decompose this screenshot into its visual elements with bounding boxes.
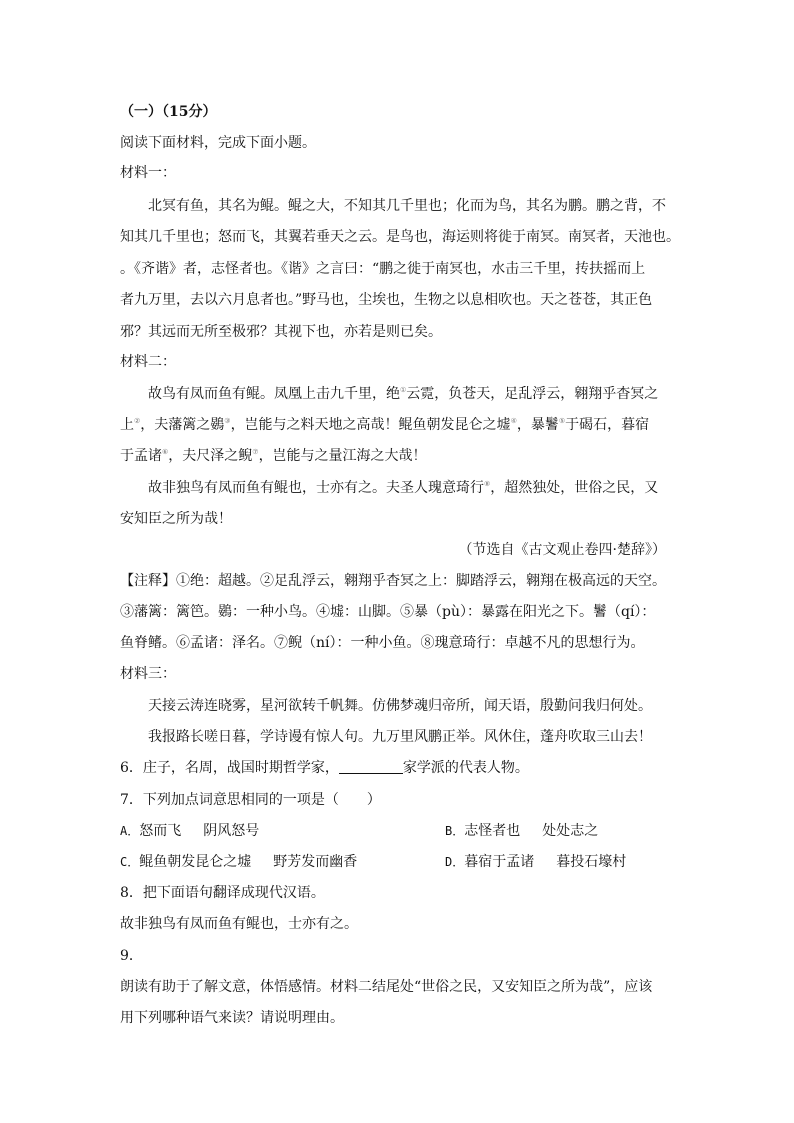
option-d[interactable]: D．暮宿于孟诸 暮投石壕村 [445,854,627,870]
footnote-marker: ① [400,386,407,394]
instruction-text: 阅读下面材料，完成下面小题。 [120,135,316,151]
annotation-line: ③藩篱：篱笆。鷃：一种小鸟。④墟：山脚。⑤暴（pù）：暴露在阳光之下。鬐（qí）： [120,604,656,620]
material-1-line: 。《齐谐》者，志怪者也。《谐》之言曰：“鹏之徙于南冥也，水击三千里，抟扶摇而上 [120,261,646,277]
footnote-marker: ⑥ [162,448,169,456]
option-c[interactable]: C．鲲鱼朝发昆仑之墟 野芳发而幽香 [120,854,358,870]
footnote-marker: ② [134,417,141,425]
source-citation: （节选自《古文观止卷四·楚辞》） [458,542,666,558]
question-8-sentence: 故非独鸟有凤而鱼有鲲也，士亦有之。 [120,916,358,932]
material-2-label: 材料二： [120,354,176,370]
section-header: （一）（15分） [120,104,217,120]
option-a[interactable]: A．怒而飞 阴风怒号 [120,823,260,839]
annotation-line: 【注释】①绝：超越。②足乱浮云，翱翔乎杳冥之上：脚踏浮云，翱翔在极高远的天空。 [120,573,666,589]
question-9-line: 朗读有助于了解文意，体悟感情。材料二结尾处“世俗之民，又安知臣之所为哉”，应该 [120,979,653,995]
material-2-line: 上②，夫藩篱之鷃③，岂能与之料天地之高哉！鲲鱼朝发昆仑之墟④，暴鬐⑤于碣石，暮宿 [120,417,650,433]
question-9-number: 9． [120,948,143,964]
footnote-marker: ⑤ [558,417,566,425]
answer-blank[interactable] [339,761,403,774]
footnote-marker: ④ [510,417,517,425]
material-2-line: 故非独鸟有凤而鱼有鲲也，士亦有之。夫圣人瑰意琦行⑧，超然独处，世俗之民，又 [148,480,659,496]
material-1-line: 邪？其远而无所至极邪？其视下也，亦若是则已矣。 [120,324,442,340]
material-2-line: 于孟诸⑥，夫尺泽之鲵⑦，岂能与之量江海之大哉！ [120,448,427,464]
material-2-line: 故鸟有凤而鱼有鲲。凤凰上击九千里，绝①云霓，负苍天，足乱浮云，翱翔乎杳冥之 [148,386,659,402]
footnote-marker: ⑧ [484,480,491,488]
material-1-label: 材料一： [120,165,176,181]
footnote-marker: ⑦ [252,448,259,456]
annotation-line: 鱼脊鳍。⑥孟诸：泽名。⑦鲵（ní）：一种小鱼。⑧瑰意琦行：卓越不凡的思想行为。 [120,635,645,651]
question-7-stem: 7．下列加点词意思相同的一项是（ ） [120,792,381,808]
question-9-line: 用下列哪种语气来读？请说明理由。 [120,1010,344,1026]
question-6: 6．庄子，名周，战国时期哲学家， 家学派的代表人物。 [120,760,529,776]
material-1-line: 者九万里，去以六月息者也。”野马也，尘埃也，生物之以息相吹也。天之苍苍，其正色 [120,292,653,308]
option-b[interactable]: B．志怪者也 处处志之 [445,823,599,839]
material-3-label: 材料三： [120,666,176,682]
material-3-line: 天接云涛连晓雾，星河欲转千帆舞。仿佛梦魂归帝所，闻天语，殷勤问我归何处。 [148,698,652,714]
material-1-line: 知其几千里也；怒而飞，其翼若垂天之云。是鸟也，海运则将徙于南冥。南冥者，天池也。 [120,229,680,245]
material-3-line: 我报路长嗟日暮，学诗谩有惊人句。九万里风鹏正举。风休住，蓬舟吹取三山去！ [148,729,652,745]
question-8-stem: 8．把下面语句翻译成现代汉语。 [120,885,325,901]
footnote-marker: ③ [224,417,231,425]
material-2-line: 安知臣之所为哉！ [120,511,232,527]
material-1-line: 北冥有鱼，其名为鲲。鲲之大，不知其几千里也；化而为鸟，其名为鹏。鹏之背，不 [148,198,666,214]
